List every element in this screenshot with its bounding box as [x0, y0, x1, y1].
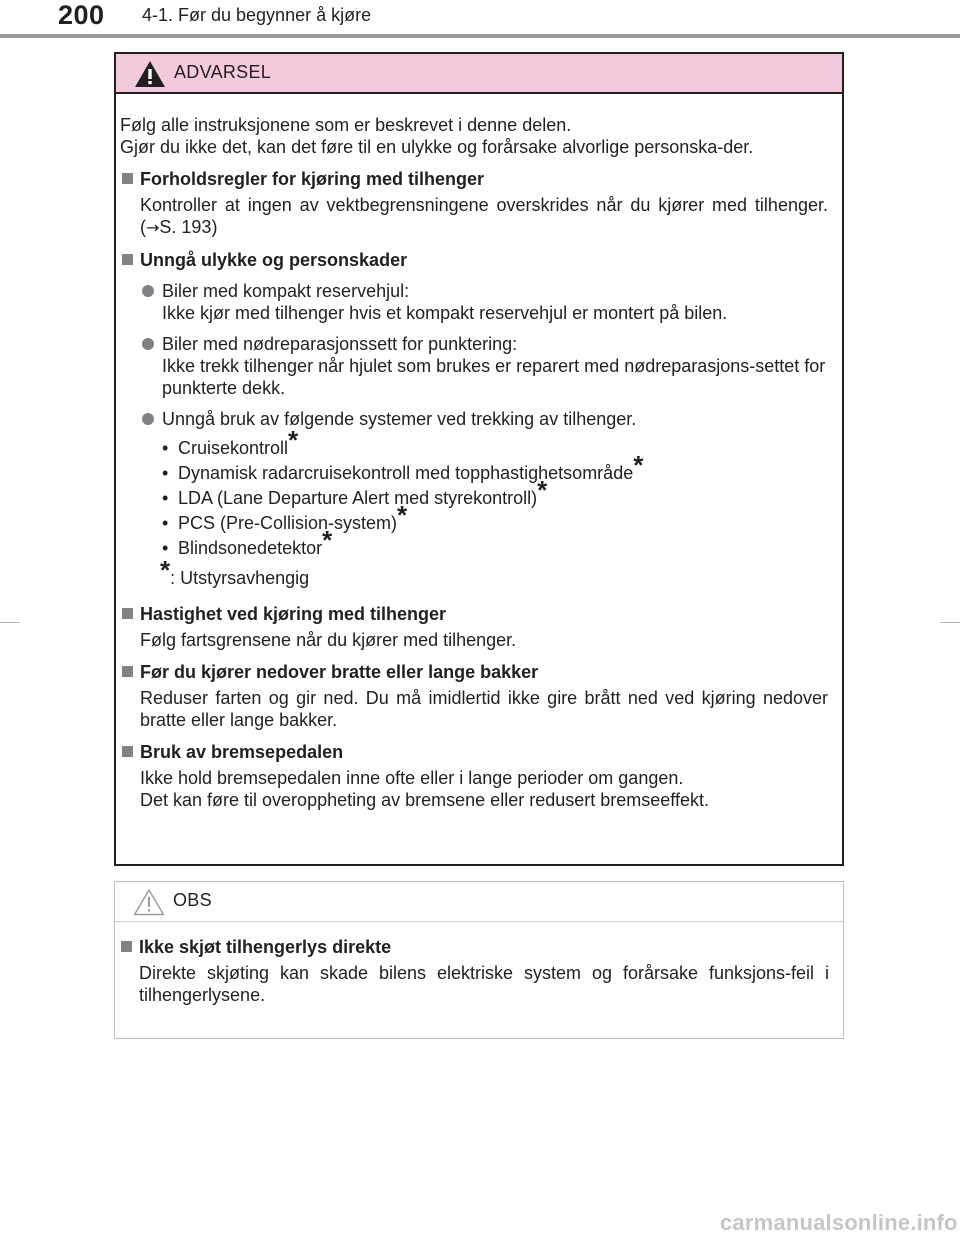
section-square-icon: [122, 746, 133, 757]
notice-body: [115, 922, 843, 1006]
warning-body: [116, 94, 842, 811]
bullet-text: Unngå bruk av følgende systemer ved trekking av tilhenger.: [162, 409, 637, 429]
bullet-repair-kit: [120, 333, 828, 399]
watermark: carmanualsonline.info: [720, 1210, 958, 1235]
asterisk-mark: *: [633, 450, 644, 480]
caution-icon: [133, 888, 165, 916]
asterisk-mark: *: [288, 425, 299, 455]
notice-label: OBS: [173, 890, 212, 910]
asterisk-mark: *: [397, 500, 408, 530]
systems-list: [120, 425, 828, 561]
section-square-icon: [122, 173, 133, 184]
system-name: Blindsonedetektor: [178, 538, 323, 558]
crop-mark-right: [940, 622, 960, 623]
page-header: [0, 0, 960, 40]
bullet-text: Biler med kompakt reservehjul: Ikke kjør med tilhenger hvis et kompakt reservehjul er montert på bilen.: [162, 281, 728, 323]
asterisk-mark: *: [537, 475, 548, 505]
intro-line-1: Følg alle instruksjonene som er beskrevet i denne delen.: [120, 115, 572, 135]
notice-box-header: [115, 882, 843, 922]
heading-trailer-speed: [120, 603, 828, 625]
bullet-dot-icon: [142, 285, 154, 297]
system-item: • Blindsonedetektor*: [162, 525, 333, 558]
bullet-dot-icon: [142, 338, 154, 350]
asterisk-mark: *: [322, 525, 333, 555]
asterisk-mark: *: [160, 555, 171, 585]
heading-text: Før du kjører nedover bratte eller lange bakker: [140, 662, 539, 682]
system-name: LDA (Lane Departure Alert med styrekontroll): [178, 488, 538, 508]
bullet-compact-spare: [120, 280, 828, 324]
warning-box-header: [116, 54, 842, 94]
heading-text: Ikke skjøt tilhengerlys direkte: [139, 937, 392, 957]
section-square-icon: [122, 666, 133, 677]
heading-text: Bruk av bremsepedalen: [140, 742, 344, 762]
weight-limit-text-part: Kontroller at ingen av vektbegrensningene overskrides når du kjører med tilhenger. (: [140, 195, 828, 237]
crop-mark-left: [0, 622, 20, 623]
header-rule: [0, 34, 960, 38]
system-item: • Cruisekontroll*: [162, 425, 299, 458]
heading-trailer-lights: [119, 936, 829, 958]
heading-text: Forholdsregler for kjøring med tilhenger: [140, 169, 485, 189]
footnote: [120, 555, 828, 589]
heading-downhill: [120, 661, 828, 683]
brake-text: Ikke hold bremsepedalen inne ofte eller i lange perioder om gangen. Det kan føre til overoppheting av bremsene eller redusert bremseeffekt.: [140, 768, 709, 810]
section-square-icon: [122, 254, 133, 265]
heading-brake-pedal: [120, 741, 828, 763]
bullet-text: Biler med nødreparasjonssett for punktering: Ikke trekk tilhenger når hjulet som brukes er reparert med nødreparasjons-settet for punkterte dekk.: [162, 334, 826, 398]
system-item: • Dynamisk radarcruisekontroll med topphastighetsområde*: [162, 450, 644, 483]
notice-box: [114, 881, 844, 1039]
system-item: • LDA (Lane Departure Alert med styrekontroll)*: [162, 475, 548, 508]
heading-text: Unngå ulykke og personskader: [140, 250, 408, 270]
warning-box: [114, 52, 844, 866]
section-square-icon: [122, 608, 133, 619]
heading-trailer-precautions: [120, 168, 828, 190]
bullet-dot-icon: [142, 413, 154, 425]
page-reference-link[interactable]: S. 193): [159, 217, 218, 237]
trailer-lights-text: Direkte skjøting kan skade bilens elektriske system og forårsake funksjons-feil i tilhengerlysene.: [139, 963, 829, 1005]
downhill-text: Reduser farten og gir ned. Du må imidlertid ikke gire brått ned ved kjøring nedover bratte eller lange bakker.: [140, 688, 828, 730]
footnote-text: : Utstyrsavhengig: [170, 568, 310, 588]
section-square-icon: [121, 941, 132, 952]
section-title: 4-1. Før du begynner å kjøre: [142, 5, 372, 25]
weight-limit-text: [120, 194, 828, 239]
speed-text: Følg fartsgrensene når du kjører med tilhenger.: [140, 630, 517, 650]
system-name: PCS (Pre-Collision-system): [178, 513, 398, 533]
heading-avoid-accident: [120, 249, 828, 271]
page-number: 200: [58, 0, 105, 30]
system-name: Dynamisk radarcruisekontroll med topphastighetsområde: [178, 463, 634, 483]
warning-icon: [134, 60, 166, 88]
heading-text: Hastighet ved kjøring med tilhenger: [140, 604, 447, 624]
system-name: Cruisekontroll: [178, 438, 289, 458]
bullet-avoid-systems: [120, 408, 828, 430]
reference-arrow: →: [146, 218, 160, 237]
system-item: • PCS (Pre-Collision-system)*: [162, 500, 408, 533]
warning-label: ADVARSEL: [174, 62, 272, 82]
intro-line-2: Gjør du ikke det, kan det føre til en ulykke og forårsake alvorlige personska-der.: [120, 137, 754, 157]
